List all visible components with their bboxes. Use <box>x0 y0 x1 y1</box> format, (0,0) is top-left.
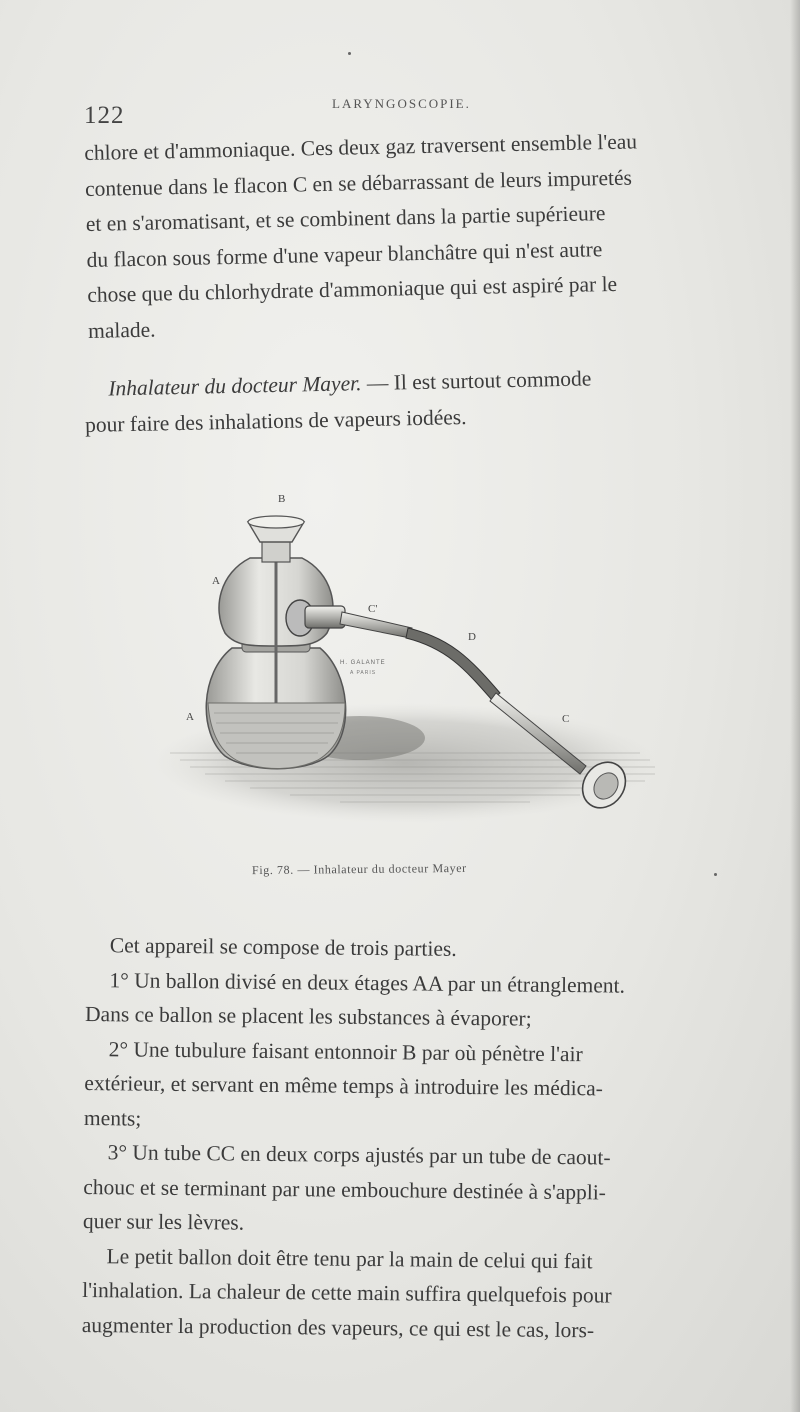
figure-inhalateur <box>150 488 680 838</box>
print-speck <box>714 873 717 876</box>
text-line: du flacon sous forme d'une vapeur blanchâtre qui n'est autre <box>86 236 603 272</box>
rubber-tube-d <box>406 628 500 700</box>
engraver-place: A PARIS <box>350 670 377 676</box>
final-paragraph-line: l'inhalation. La chaleur de cette main suffira quelquefois pour <box>82 1277 612 1308</box>
intro-line: Cet appareil se compose de trois parties. <box>109 933 457 961</box>
final-paragraph-line: Le petit ballon doit être tenu par la main de celui qui fait <box>106 1243 593 1273</box>
label-c: C <box>562 713 570 725</box>
item-2-line: ments; <box>83 1105 142 1131</box>
tube-c-prime <box>340 612 412 638</box>
inhalateur-engraving <box>150 488 680 838</box>
text-line: malade. <box>87 317 156 343</box>
text-line: chlore et d'ammoniaque. Ces deux gaz traversent ensemble l'eau <box>84 129 638 165</box>
figure-caption: Fig. 78. — Inhalateur du docteur Mayer <box>251 860 467 878</box>
label-a-bottom: A <box>186 711 194 723</box>
text-line: chose que du chlorhydrate d'ammoniaque qui est aspiré par le <box>87 271 618 307</box>
label-b: B <box>278 493 286 505</box>
item-1-line: 1° Un ballon divisé en deux étages AA par un étranglement. <box>109 967 626 998</box>
text-line: et en s'aromatisant, et se combinent dans la partie supérieure <box>85 201 606 236</box>
item-3-line: chouc et se terminant par une embouchure destinée à s'appli- <box>83 1174 607 1204</box>
item-2-line: extérieur, et servant en même temps à introduire les médica- <box>84 1070 603 1101</box>
page-edge-shadow <box>790 0 800 1412</box>
flask-neck <box>262 540 290 562</box>
item-3-line: quer sur les lèvres. <box>82 1208 245 1235</box>
label-d: D <box>468 631 476 643</box>
apparatus-description <box>82 928 750 1349</box>
text-line: contenue dans le flacon C en se débarrassant de leurs impuretés <box>84 165 633 201</box>
label-c-prime: C' <box>368 603 378 615</box>
tube-collar <box>305 606 345 628</box>
paragraph-chlore <box>84 122 752 349</box>
paragraph-inhalateur <box>84 358 749 443</box>
running-head: LARYNGOSCOPIE. <box>332 96 471 111</box>
engraver-mark: H. GALANTE <box>340 660 386 666</box>
funnel-rim <box>248 516 304 528</box>
final-paragraph-line: augmenter la production des vapeurs, ce qui est le cas, lors- <box>81 1312 595 1342</box>
text-run: — Il est surtout commode <box>361 366 592 396</box>
label-a-top: A <box>212 575 220 587</box>
item-3-line: 3° Un tube CC en deux corps ajustés par un tube de caout- <box>107 1140 611 1170</box>
print-speck <box>348 52 351 55</box>
text-line: pour faire des inhalations de vapeurs iodées. <box>84 404 467 437</box>
page-number: 122 <box>84 102 125 129</box>
item-2-line: 2° Une tubulure faisant entonnoir B par où pénètre l'air <box>108 1036 583 1066</box>
italic-heading: Inhalateur du docteur Mayer. <box>108 371 362 401</box>
item-1-line: Dans ce ballon se placent les substances à évaporer; <box>84 1001 532 1031</box>
